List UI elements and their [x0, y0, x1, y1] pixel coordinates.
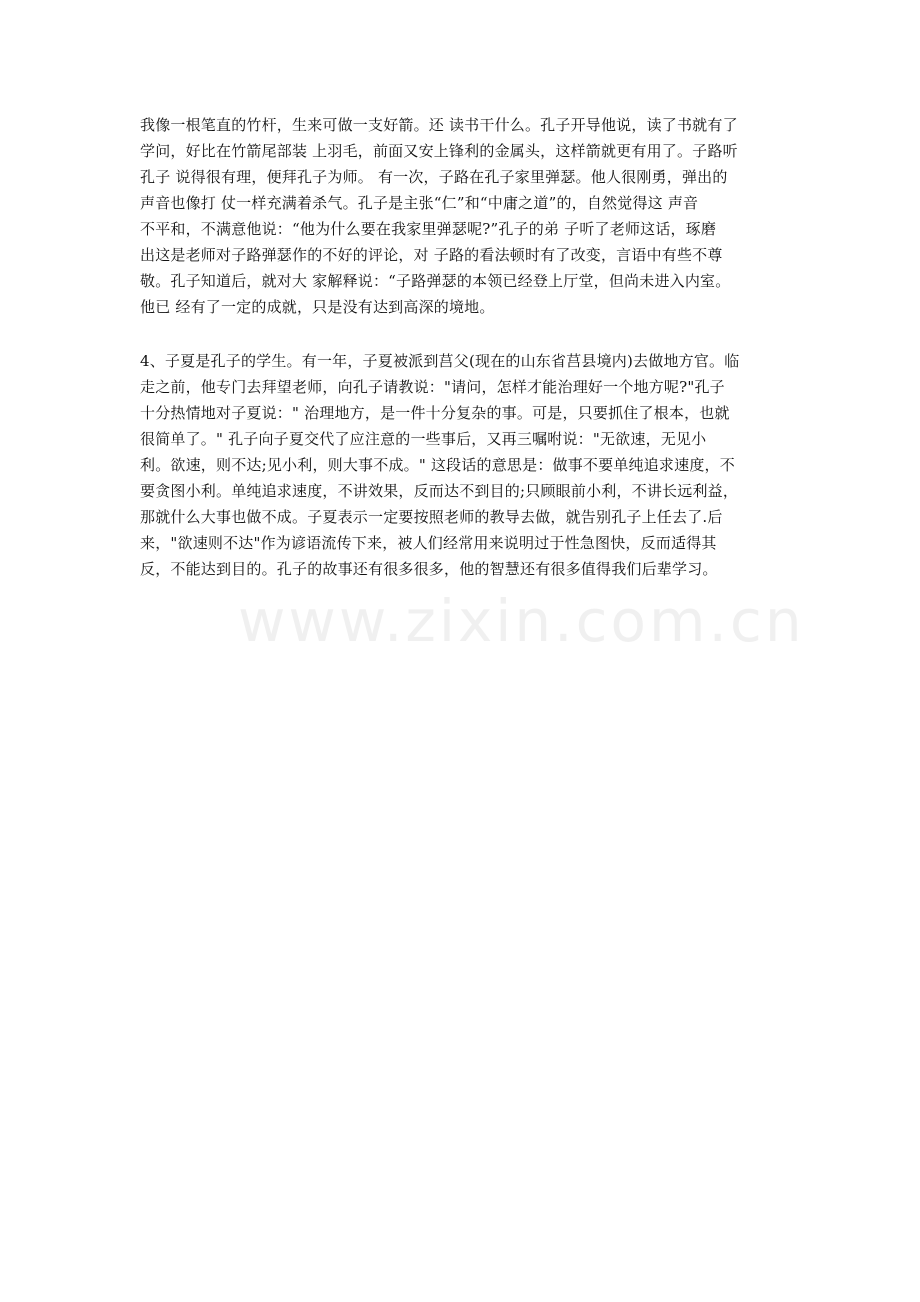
text-line: 出这是老师对子路弹瑟作的不好的评论，对 子路的看法顿时有了改变，言语中有些不尊 [140, 246, 723, 264]
text-line: 来，"欲速则不达"作为谚语流传下来，被人们经常用来说明过于性急图快，反而适得其 [140, 534, 717, 552]
paragraph-2 [140, 348, 785, 582]
text-line: 4、子夏是孔子的学生。有一年，子夏被派到莒父(现在的山东省莒县境内)去做地方官。临 [140, 352, 740, 370]
text-line: 十分热情地对子夏说：" 治理地方，是一件十分复杂的事。可是，只要抓住了根本，也就 [140, 404, 730, 422]
text-line: 那就什么大事也做不成。子夏表示一定要按照老师的教导去做，就告别孔子上任去了.后 [140, 508, 723, 526]
paragraph-spacer [140, 320, 785, 348]
text-line: 敬。孔子知道后，就对大 家解释说：“子路弹瑟的本领已经登上厅堂，但尚未进入内室。 [140, 272, 731, 290]
text-line: 要贪图小利。单纯追求速度，不讲效果，反而达不到目的;只顾眼前小利，不讲长远利益， [140, 482, 739, 500]
text-line: 不平和，不满意他说：“他为什么要在我家里弹瑟呢?”孔子的弟 子听了老师这话，琢磨 [140, 220, 717, 238]
text-line: 利。欲速，则不达;见小利，则大事不成。" 这段话的意思是：做事不要单纯追求速度，不 [140, 456, 735, 474]
document-body [140, 112, 785, 582]
text-line: 我像一根笔直的竹杆，生来可做一支好箭。还 读书干什么。孔子开导他说，读了书就有了 [140, 116, 738, 134]
text-line: 孔子 说得很有理，便拜孔子为师。 有一次，子路在孔子家里弹瑟。他人很刚勇，弹出的 [140, 168, 728, 186]
watermark: www.zixin.com.cn [238, 587, 805, 655]
text-line: 很简单了。" 孔子向子夏交代了应注意的一些事后，又再三嘱咐说："无欲速，无见小 [140, 430, 707, 448]
paragraph-1 [140, 112, 785, 320]
text-line: 反，不能达到目的。孔子的故事还有很多很多，他的智慧还有很多值得我们后辈学习。 [140, 560, 718, 578]
text-line: 他已 经有了一定的成就，只是没有达到高深的境地。 [140, 298, 495, 316]
text-line: 走之前，他专门去拜望老师，向孔子请教说："请问，怎样才能治理好一个地方呢?"孔子 [140, 378, 725, 396]
text-line: 学问，好比在竹箭尾部装 上羽毛，前面又安上锋利的金属头，这样箭就更有用了。子路听 [140, 142, 738, 160]
text-line: 声音也像打 仗一样充满着杀气。孔子是主张“仁”和“中庸之道”的，自然觉得这 声音 [140, 194, 699, 212]
